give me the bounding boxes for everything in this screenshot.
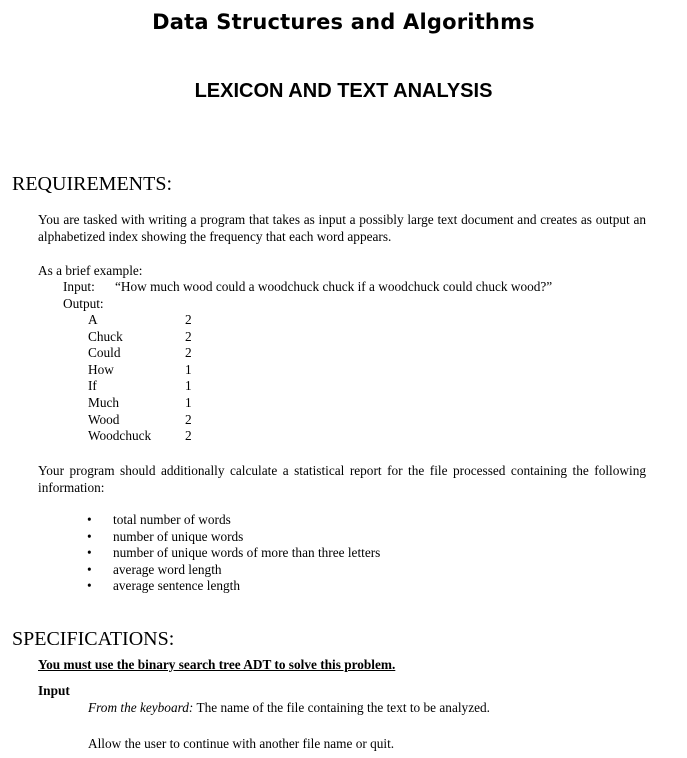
input-heading: Input xyxy=(38,683,70,698)
word-cell: How xyxy=(88,361,114,377)
list-item: • average word length xyxy=(87,561,222,577)
table-row xyxy=(88,329,192,346)
table-row xyxy=(88,378,192,395)
table-row xyxy=(88,345,192,362)
stats-list xyxy=(87,512,380,595)
must-use-note: You must use the binary search tree ADT to solve this problem. xyxy=(38,657,396,672)
list-item: • total number of words xyxy=(87,512,231,527)
count-cell: 1 xyxy=(185,361,192,377)
count-cell: 2 xyxy=(185,411,192,427)
table-row xyxy=(88,312,192,329)
stats-intro: Your program should additionally calculate a statistical report for the file processed containing the following information: xyxy=(38,463,646,495)
list-item: • average sentence length xyxy=(87,578,240,594)
list-item: • number of unique words of more than three letters xyxy=(87,545,381,561)
word-cell: Woodchuck xyxy=(88,428,152,444)
input-text: “How much wood could a woodchuck chuck if a woodchuck could chuck wood?” xyxy=(115,279,553,294)
course-title: Data Structures and Algorithms xyxy=(152,10,535,34)
output-label: Output: xyxy=(63,296,104,311)
continue-text: Allow the user to continue with another file name or quit. xyxy=(88,736,395,751)
table-row xyxy=(88,412,192,429)
keyboard-line xyxy=(88,699,490,716)
count-cell: 2 xyxy=(185,328,192,344)
word-cell: A xyxy=(88,312,98,327)
count-cell: 2 xyxy=(185,345,192,361)
bullet-icon: • xyxy=(87,528,92,544)
keyboard-label: From the keyboard: xyxy=(88,700,194,715)
count-cell: 2 xyxy=(185,312,192,327)
requirements-intro: You are tasked with writing a program that takes as input a possibly large text document and creates as output an alphabetized index showing the frequency that each word appears. xyxy=(38,212,646,244)
word-cell: If xyxy=(88,378,97,394)
table-row xyxy=(88,362,192,379)
bullet-icon: • xyxy=(87,512,92,527)
document-title: LEXICON AND TEXT ANALYSIS xyxy=(194,80,493,102)
bullet-icon: • xyxy=(87,561,92,577)
bullet-icon: • xyxy=(87,545,92,561)
word-cell: Chuck xyxy=(88,328,123,344)
count-cell: 2 xyxy=(185,428,192,444)
word-cell: Could xyxy=(88,345,121,361)
specifications-heading: SPECIFICATIONS: xyxy=(12,628,175,650)
bullet-icon: • xyxy=(87,578,92,594)
input-label: Input: xyxy=(63,279,95,294)
word-cell: Wood xyxy=(88,411,120,427)
output-table xyxy=(88,312,192,445)
count-cell: 1 xyxy=(185,378,192,394)
count-cell: 1 xyxy=(185,394,192,410)
list-item: • number of unique words xyxy=(87,528,244,544)
word-cell: Much xyxy=(88,394,120,410)
keyboard-text: The name of the file containing the text to be analyzed. xyxy=(193,700,490,715)
table-row xyxy=(88,395,192,412)
example-label: As a brief example: xyxy=(38,263,143,278)
requirements-heading: REQUIREMENTS: xyxy=(12,173,172,195)
table-row xyxy=(88,428,192,445)
